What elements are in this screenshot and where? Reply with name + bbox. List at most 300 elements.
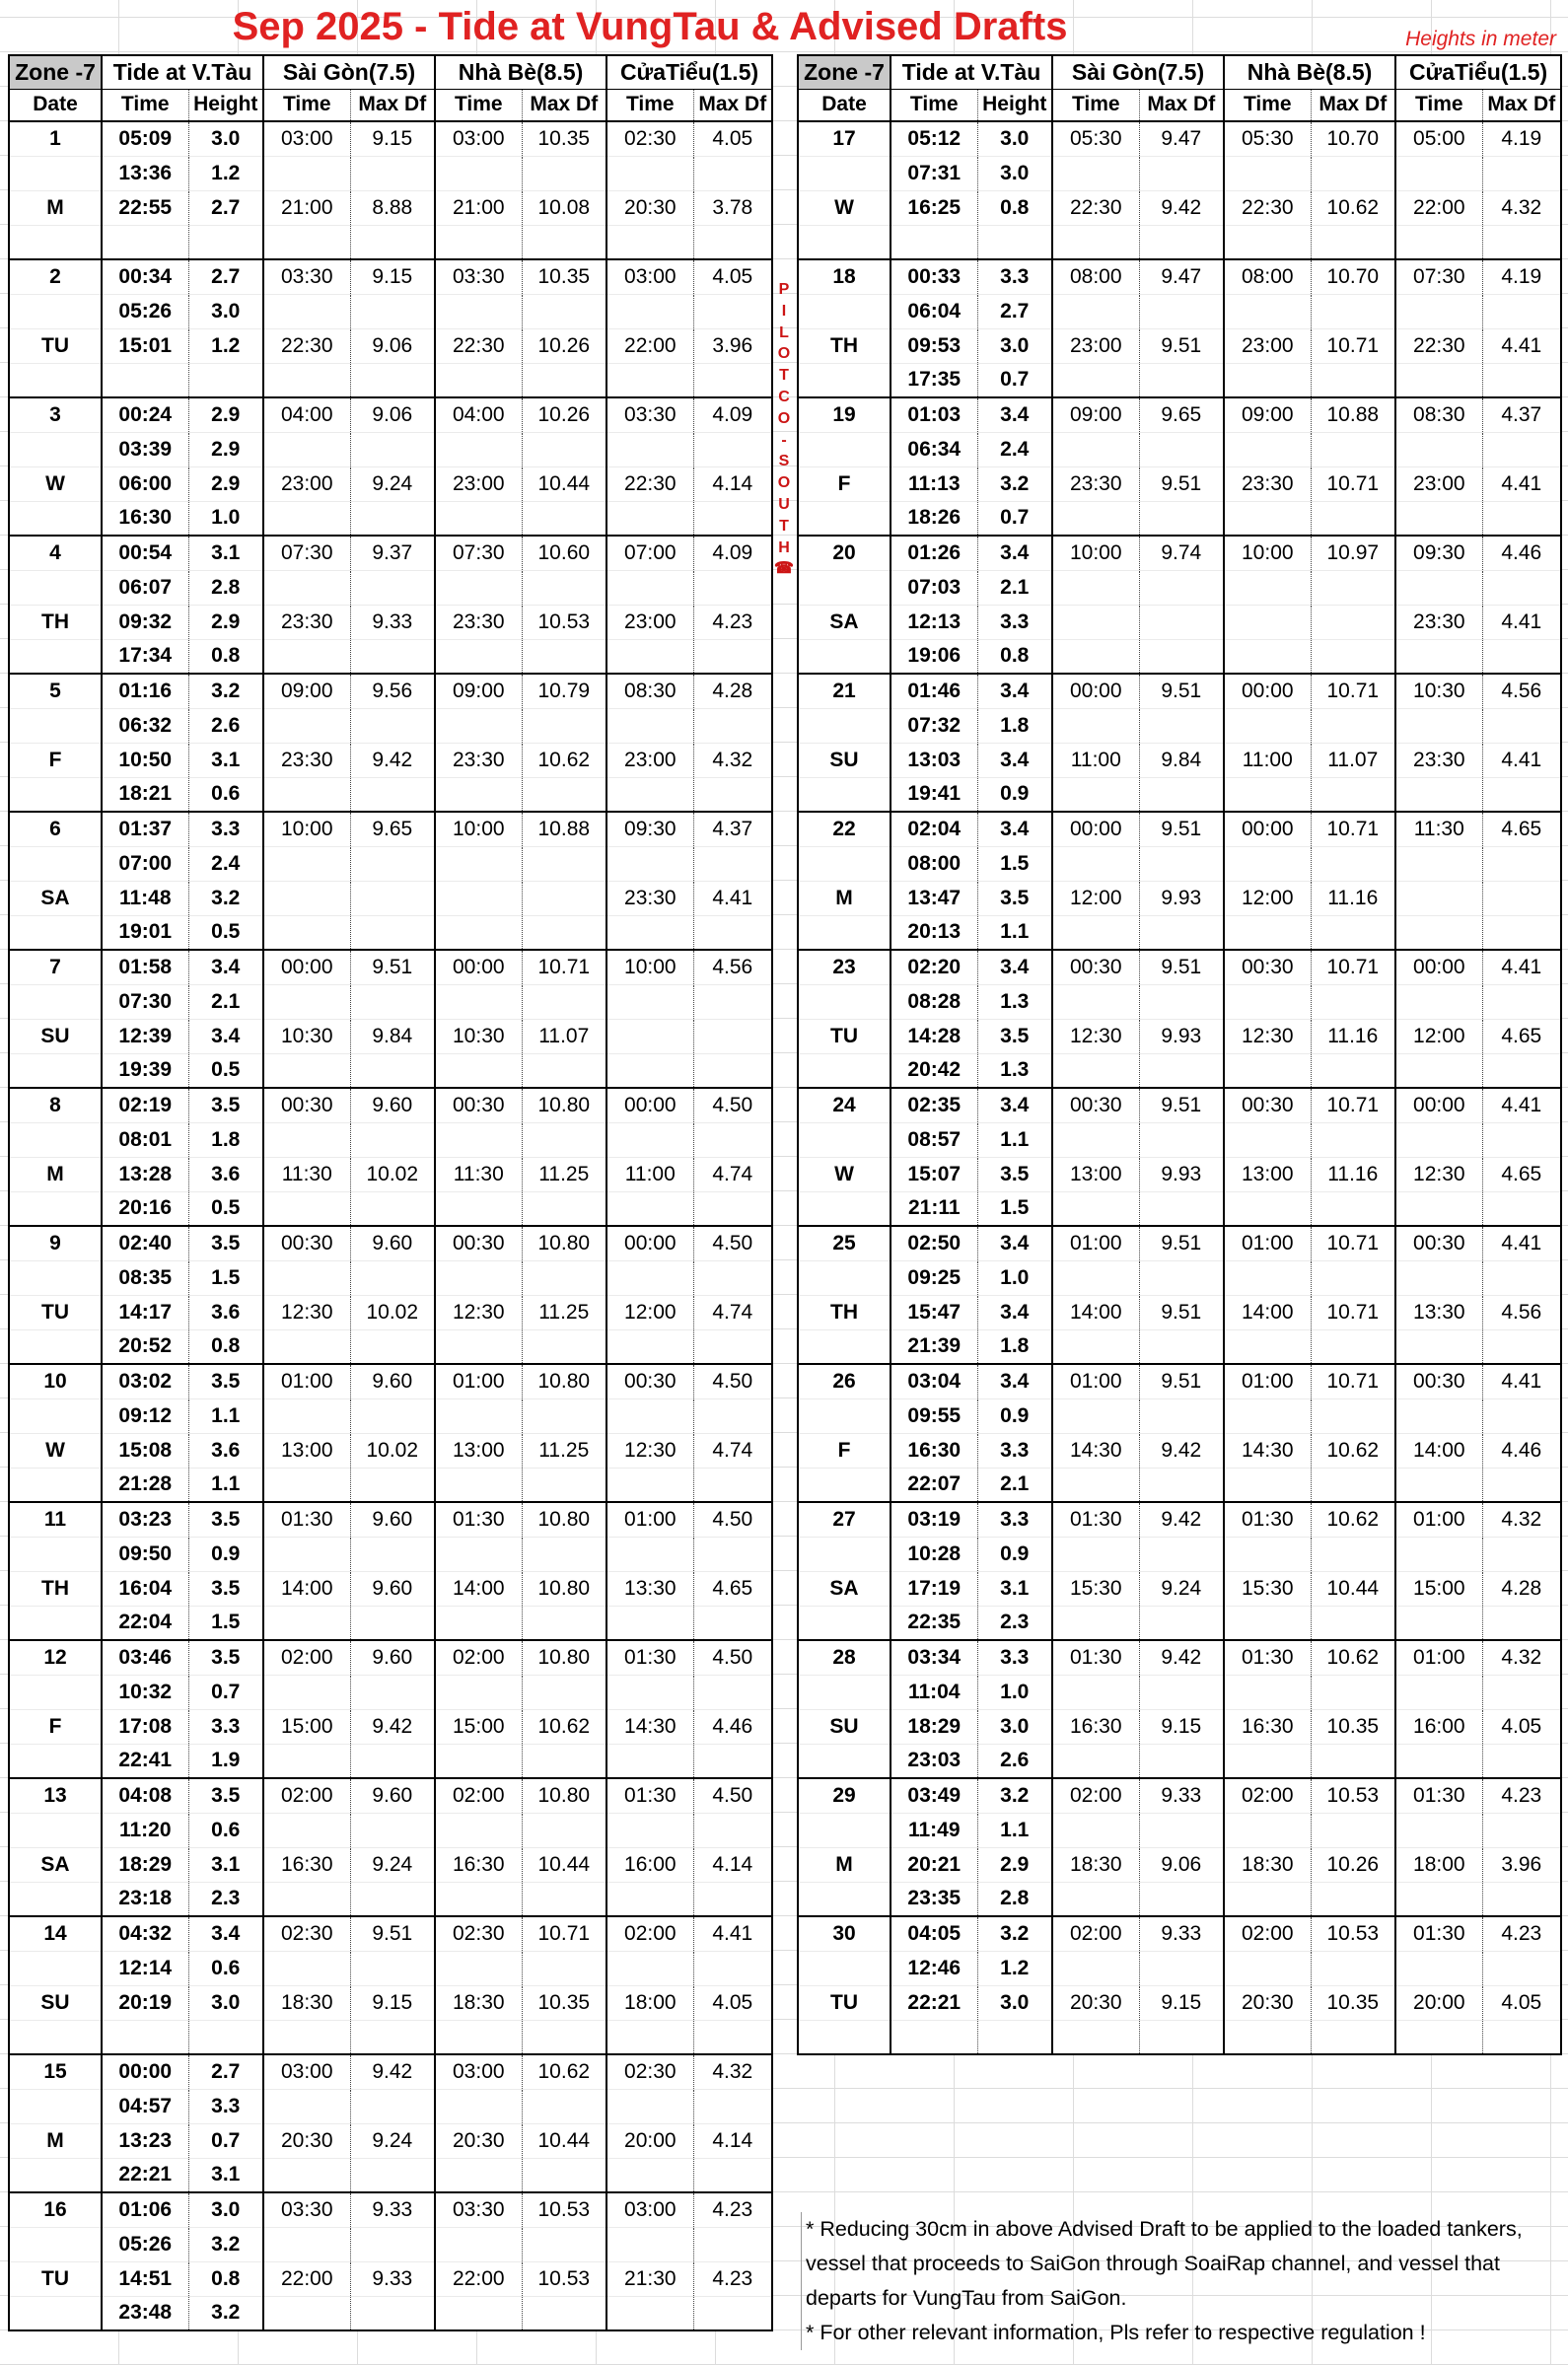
tide-time-cell: 23:35 (891, 1882, 977, 1916)
nhabe-time-cell: 02:00 (435, 1778, 522, 1813)
table-row (798, 397, 1561, 432)
date-empty-cell (9, 225, 102, 259)
saigon-maxdf-cell (350, 1329, 435, 1364)
nhabe-time-cell (1224, 1744, 1311, 1778)
tide-time-cell: 06:32 (102, 708, 188, 743)
cuatieu-maxdf-cell (693, 294, 772, 328)
nhabe-time-cell: 01:30 (1224, 1502, 1311, 1537)
tide-time-cell: 01:16 (102, 674, 188, 708)
saigon-time-cell: 22:00 (263, 2261, 350, 2296)
table-row (9, 1640, 772, 1675)
saigon-time-cell (1052, 777, 1139, 812)
cuatieu-time-cell: 22:00 (1395, 190, 1482, 225)
col-header-maxdf: Max Df (1311, 89, 1395, 121)
saigon-time-cell (1052, 1606, 1139, 1640)
tide-height-cell: 2.7 (188, 2054, 263, 2089)
nhabe-maxdf-cell: 11.25 (522, 1157, 606, 1191)
saigon-time-cell: 01:00 (1052, 1226, 1139, 1260)
col-header-time: Time (1395, 89, 1482, 121)
saigon-maxdf-cell: 9.93 (1139, 1019, 1224, 1053)
cuatieu-maxdf-cell: 4.46 (693, 1709, 772, 1744)
cuatieu-time-cell: 01:30 (1395, 1778, 1482, 1813)
nhabe-maxdf-cell: 11.16 (1311, 1157, 1395, 1191)
cuatieu-time-cell: 00:30 (1395, 1226, 1482, 1260)
cuatieu-maxdf-cell: 4.50 (693, 1778, 772, 1813)
saigon-time-cell: 23:00 (263, 466, 350, 501)
tide-time-cell: 07:03 (891, 570, 977, 605)
cuatieu-maxdf-cell (693, 708, 772, 743)
saigon-time-cell: 14:30 (1052, 1433, 1139, 1468)
tide-height-cell: 3.4 (188, 950, 263, 984)
cuatieu-maxdf-cell: 4.74 (693, 1295, 772, 1329)
group-header-vungtau: Tide at V.Tàu (891, 55, 1052, 89)
weekday-cell: W (798, 1157, 891, 1191)
date-empty-cell (9, 1122, 102, 1157)
weekday-cell: M (9, 190, 102, 225)
tide-height-cell: 2.9 (188, 397, 263, 432)
nhabe-maxdf-cell: 11.25 (522, 1433, 606, 1468)
tide-time-cell: 23:03 (891, 1744, 977, 1778)
saigon-time-cell: 00:30 (1052, 950, 1139, 984)
cuatieu-time-cell: 14:00 (1395, 1433, 1482, 1468)
weekday-cell: SU (9, 1019, 102, 1053)
side-text-char: O (777, 409, 791, 427)
cuatieu-maxdf-cell: 4.05 (693, 259, 772, 294)
cuatieu-time-cell: 07:00 (606, 536, 693, 570)
tide-height-cell: 3.5 (188, 1088, 263, 1122)
saigon-maxdf-cell (1139, 1882, 1224, 1916)
nhabe-time-cell: 20:30 (1224, 1985, 1311, 2020)
saigon-time-cell: 12:30 (1052, 1019, 1139, 1053)
tide-height-cell: 1.5 (977, 1191, 1052, 1226)
table-row (798, 1571, 1561, 1606)
cuatieu-maxdf-cell (1482, 363, 1561, 397)
cuatieu-time-cell (606, 1191, 693, 1226)
saigon-time-cell (1052, 363, 1139, 397)
saigon-maxdf-cell: 9.51 (1139, 950, 1224, 984)
nhabe-time-cell (435, 1053, 522, 1088)
table-row (798, 156, 1561, 190)
saigon-time-cell: 09:00 (1052, 397, 1139, 432)
cuatieu-time-cell (1395, 708, 1482, 743)
nhabe-maxdf-cell (522, 1606, 606, 1640)
saigon-maxdf-cell: 9.15 (350, 259, 435, 294)
saigon-time-cell: 23:30 (263, 743, 350, 777)
pilotco-south-side-text (772, 279, 796, 580)
saigon-maxdf-cell (350, 1675, 435, 1709)
saigon-maxdf-cell (1139, 2020, 1224, 2054)
cuatieu-maxdf-cell: 4.46 (1482, 1433, 1561, 1468)
table-row (9, 1985, 772, 2020)
table-row (9, 1191, 772, 1226)
nhabe-time-cell (1224, 1882, 1311, 1916)
cuatieu-time-cell (1395, 1260, 1482, 1295)
nhabe-time-cell: 23:00 (1224, 328, 1311, 363)
tide-time-cell: 04:57 (102, 2089, 188, 2123)
saigon-maxdf-cell: 9.42 (350, 2054, 435, 2089)
date-empty-cell (9, 1329, 102, 1364)
saigon-maxdf-cell (1139, 1398, 1224, 1433)
nhabe-maxdf-cell: 10.35 (1311, 1709, 1395, 1744)
cuatieu-time-cell: 00:30 (1395, 1364, 1482, 1398)
cuatieu-time-cell: 23:00 (1395, 466, 1482, 501)
saigon-time-cell (263, 2296, 350, 2330)
table-row (798, 1053, 1561, 1088)
saigon-time-cell: 00:30 (263, 1226, 350, 1260)
table-row (9, 881, 772, 915)
nhabe-maxdf-cell (522, 225, 606, 259)
cuatieu-time-cell: 03:00 (606, 2192, 693, 2227)
saigon-time-cell: 18:30 (1052, 1847, 1139, 1882)
saigon-maxdf-cell (350, 639, 435, 674)
side-text-char: - (781, 431, 787, 449)
tide-height-cell: 3.4 (977, 950, 1052, 984)
table-row (798, 1813, 1561, 1847)
cuatieu-maxdf-cell (693, 2158, 772, 2192)
saigon-time-cell (1052, 501, 1139, 536)
cuatieu-time-cell (606, 2296, 693, 2330)
saigon-maxdf-cell: 9.51 (1139, 466, 1224, 501)
nhabe-time-cell (435, 984, 522, 1019)
date-cell: 23 (798, 950, 891, 984)
nhabe-time-cell: 10:00 (1224, 536, 1311, 570)
tide-height-cell: 3.2 (188, 2296, 263, 2330)
nhabe-maxdf-cell (522, 881, 606, 915)
nhabe-time-cell (435, 1398, 522, 1433)
cuatieu-maxdf-cell (693, 1053, 772, 1088)
nhabe-maxdf-cell: 10.44 (522, 466, 606, 501)
tide-time-cell: 05:09 (102, 121, 188, 156)
nhabe-maxdf-cell: 11.07 (1311, 743, 1395, 777)
saigon-maxdf-cell (350, 881, 435, 915)
cuatieu-time-cell (1395, 501, 1482, 536)
cuatieu-time-cell: 14:30 (606, 1709, 693, 1744)
date-empty-cell (9, 846, 102, 881)
cuatieu-maxdf-cell (693, 777, 772, 812)
table-row (9, 190, 772, 225)
nhabe-maxdf-cell (1311, 1398, 1395, 1433)
saigon-maxdf-cell (350, 846, 435, 881)
table-row (798, 708, 1561, 743)
cuatieu-time-cell (606, 1019, 693, 1053)
group-header-saigon: Sài Gòn(7.5) (1052, 55, 1224, 89)
tide-time-cell: 22:07 (891, 1468, 977, 1502)
table-row (9, 2192, 772, 2227)
nhabe-time-cell (435, 363, 522, 397)
cuatieu-maxdf-cell: 4.41 (1482, 950, 1561, 984)
nhabe-time-cell (1224, 432, 1311, 466)
tide-time-cell: 09:25 (891, 1260, 977, 1295)
saigon-maxdf-cell: 9.60 (350, 1088, 435, 1122)
cuatieu-maxdf-cell: 4.74 (693, 1157, 772, 1191)
nhabe-time-cell (435, 2296, 522, 2330)
cuatieu-maxdf-cell: 4.41 (1482, 1088, 1561, 1122)
table-row (798, 121, 1561, 156)
tide-height-cell: 1.0 (977, 1260, 1052, 1295)
cuatieu-time-cell (606, 363, 693, 397)
tide-height-cell: 3.0 (188, 2192, 263, 2227)
saigon-maxdf-cell: 10.02 (350, 1157, 435, 1191)
date-empty-cell (798, 1744, 891, 1778)
saigon-maxdf-cell (1139, 1675, 1224, 1709)
nhabe-time-cell: 01:00 (435, 1364, 522, 1398)
tide-time-cell: 20:19 (102, 1985, 188, 2020)
tide-time-cell: 18:26 (891, 501, 977, 536)
cuatieu-time-cell: 09:30 (1395, 536, 1482, 570)
tide-time-cell: 16:25 (891, 190, 977, 225)
saigon-maxdf-cell (1139, 984, 1224, 1019)
group-header-row (9, 55, 772, 89)
cuatieu-maxdf-cell (1482, 915, 1561, 950)
date-cell: 30 (798, 1916, 891, 1951)
cuatieu-maxdf-cell (1482, 846, 1561, 881)
table-row (798, 1847, 1561, 1882)
tide-height-cell (188, 363, 263, 397)
cuatieu-maxdf-cell: 4.65 (1482, 812, 1561, 846)
nhabe-time-cell: 20:30 (435, 2123, 522, 2158)
tide-height-cell: 1.0 (977, 1675, 1052, 1709)
saigon-maxdf-cell (350, 432, 435, 466)
cuatieu-time-cell (1395, 881, 1482, 915)
tide-time-cell: 18:29 (891, 1709, 977, 1744)
saigon-time-cell (263, 1537, 350, 1571)
nhabe-maxdf-cell (522, 2296, 606, 2330)
tide-height-cell: 1.1 (977, 1813, 1052, 1847)
cuatieu-time-cell: 21:30 (606, 2261, 693, 2296)
nhabe-time-cell: 05:30 (1224, 121, 1311, 156)
tide-height-cell: 0.7 (188, 2123, 263, 2158)
table-row (798, 1882, 1561, 1916)
cuatieu-maxdf-cell (693, 2020, 772, 2054)
nhabe-maxdf-cell: 10.80 (522, 1226, 606, 1260)
cuatieu-maxdf-cell (1482, 1122, 1561, 1157)
cuatieu-time-cell: 13:30 (606, 1571, 693, 1606)
saigon-maxdf-cell: 9.60 (350, 1640, 435, 1675)
col-header-height: Height (188, 89, 263, 121)
saigon-time-cell: 15:30 (1052, 1571, 1139, 1606)
date-empty-cell (798, 777, 891, 812)
tide-time-cell: 13:47 (891, 881, 977, 915)
tide-height-cell: 2.1 (977, 1468, 1052, 1502)
cuatieu-time-cell (1395, 1744, 1482, 1778)
nhabe-maxdf-cell: 10.71 (1311, 1226, 1395, 1260)
nhabe-time-cell (435, 846, 522, 881)
tide-time-cell: 09:55 (891, 1398, 977, 1433)
date-cell: 17 (798, 121, 891, 156)
saigon-maxdf-cell: 9.47 (1139, 259, 1224, 294)
nhabe-time-cell: 00:30 (1224, 1088, 1311, 1122)
cuatieu-maxdf-cell: 4.32 (693, 2054, 772, 2089)
nhabe-time-cell: 14:00 (435, 1571, 522, 1606)
col-header-time: Time (435, 89, 522, 121)
nhabe-time-cell (435, 777, 522, 812)
tide-height-cell: 2.4 (188, 846, 263, 881)
nhabe-time-cell: 00:00 (1224, 812, 1311, 846)
saigon-maxdf-cell (1139, 915, 1224, 950)
nhabe-time-cell: 11:30 (435, 1157, 522, 1191)
date-cell: 28 (798, 1640, 891, 1675)
saigon-time-cell (263, 2089, 350, 2123)
nhabe-time-cell: 02:00 (1224, 1778, 1311, 1813)
nhabe-maxdf-cell: 11.25 (522, 1295, 606, 1329)
cuatieu-maxdf-cell (1482, 1537, 1561, 1571)
saigon-maxdf-cell: 9.42 (1139, 1640, 1224, 1675)
nhabe-time-cell (1224, 2020, 1311, 2054)
saigon-time-cell: 02:00 (1052, 1778, 1139, 1813)
tide-time-cell: 17:08 (102, 1709, 188, 1744)
tide-time-cell: 01:37 (102, 812, 188, 846)
saigon-maxdf-cell (1139, 708, 1224, 743)
table-row (9, 466, 772, 501)
date-empty-cell (9, 915, 102, 950)
col-header-time: Time (102, 89, 188, 121)
cuatieu-maxdf-cell (693, 1468, 772, 1502)
date-empty-cell (9, 984, 102, 1019)
table-row (9, 432, 772, 466)
date-cell: 12 (9, 1640, 102, 1675)
units-note: Heights in meter (1405, 28, 1556, 50)
saigon-time-cell: 02:30 (263, 1916, 350, 1951)
tide-height-cell: 1.3 (977, 984, 1052, 1019)
saigon-maxdf-cell (350, 1053, 435, 1088)
tide-time-cell: 23:48 (102, 2296, 188, 2330)
cuatieu-time-cell: 01:30 (606, 1778, 693, 1813)
date-cell: 13 (9, 1778, 102, 1813)
date-empty-cell (798, 984, 891, 1019)
saigon-maxdf-cell: 9.15 (350, 121, 435, 156)
tide-time-cell: 20:52 (102, 1329, 188, 1364)
nhabe-maxdf-cell (1311, 156, 1395, 190)
saigon-time-cell: 01:30 (1052, 1640, 1139, 1675)
nhabe-time-cell (435, 2020, 522, 2054)
date-empty-cell (798, 708, 891, 743)
col-header-maxdf: Max Df (1139, 89, 1224, 121)
cuatieu-maxdf-cell (1482, 881, 1561, 915)
cuatieu-maxdf-cell (693, 363, 772, 397)
nhabe-time-cell (435, 1329, 522, 1364)
nhabe-time-cell: 15:30 (1224, 1571, 1311, 1606)
saigon-time-cell (1052, 605, 1139, 639)
nhabe-maxdf-cell (522, 1398, 606, 1433)
cuatieu-time-cell: 18:00 (1395, 1847, 1482, 1882)
nhabe-time-cell (435, 225, 522, 259)
weekday-cell: W (9, 1433, 102, 1468)
nhabe-time-cell (435, 1122, 522, 1157)
cuatieu-time-cell (606, 156, 693, 190)
saigon-maxdf-cell: 9.33 (1139, 1778, 1224, 1813)
table-row (9, 1433, 772, 1468)
tide-height-cell: 1.8 (977, 708, 1052, 743)
tide-height-cell: 3.3 (977, 1433, 1052, 1468)
cuatieu-maxdf-cell: 4.41 (1482, 743, 1561, 777)
saigon-time-cell: 00:30 (1052, 1088, 1139, 1122)
saigon-time-cell (263, 225, 350, 259)
tide-time-cell: 05:12 (891, 121, 977, 156)
cuatieu-time-cell: 01:00 (1395, 1502, 1482, 1537)
saigon-time-cell (263, 1951, 350, 1985)
table-row (798, 1295, 1561, 1329)
nhabe-time-cell: 01:00 (1224, 1364, 1311, 1398)
saigon-maxdf-cell (350, 294, 435, 328)
saigon-time-cell: 14:00 (263, 1571, 350, 1606)
table-row (9, 2123, 772, 2158)
table-row (9, 2054, 772, 2089)
cuatieu-time-cell: 20:30 (606, 190, 693, 225)
saigon-maxdf-cell (1139, 501, 1224, 536)
side-text-char: U (778, 495, 790, 513)
nhabe-maxdf-cell (522, 156, 606, 190)
tide-time-cell: 12:46 (891, 1951, 977, 1985)
cuatieu-time-cell (1395, 1468, 1482, 1502)
table-row (9, 1537, 772, 1571)
date-empty-cell (9, 2089, 102, 2123)
table-row (9, 570, 772, 605)
tide-height-cell: 3.5 (188, 1502, 263, 1537)
tide-height-cell: 3.2 (977, 466, 1052, 501)
nhabe-time-cell (1224, 1398, 1311, 1433)
tide-time-cell: 06:07 (102, 570, 188, 605)
cuatieu-maxdf-cell: 4.37 (693, 812, 772, 846)
tide-height-cell: 3.5 (188, 1778, 263, 1813)
date-cell: 4 (9, 536, 102, 570)
nhabe-time-cell: 18:30 (435, 1985, 522, 2020)
nhabe-time-cell (435, 1606, 522, 1640)
saigon-maxdf-cell: 10.02 (350, 1433, 435, 1468)
weekday-cell: SA (798, 1571, 891, 1606)
nhabe-maxdf-cell: 10.71 (1311, 812, 1395, 846)
cuatieu-time-cell: 16:00 (606, 1847, 693, 1882)
saigon-maxdf-cell: 9.74 (1139, 536, 1224, 570)
table-row (9, 674, 772, 708)
nhabe-time-cell: 10:00 (435, 812, 522, 846)
table-row (798, 743, 1561, 777)
saigon-time-cell (263, 708, 350, 743)
nhabe-time-cell (435, 1191, 522, 1226)
cuatieu-maxdf-cell (693, 1606, 772, 1640)
cuatieu-time-cell: 00:00 (1395, 1088, 1482, 1122)
tide-time-cell: 06:34 (891, 432, 977, 466)
tide-time-cell: 15:08 (102, 1433, 188, 1468)
cuatieu-maxdf-cell: 4.09 (693, 536, 772, 570)
saigon-time-cell: 09:00 (263, 674, 350, 708)
saigon-time-cell: 02:00 (263, 1640, 350, 1675)
saigon-maxdf-cell: 9.60 (350, 1502, 435, 1537)
cuatieu-maxdf-cell (1482, 294, 1561, 328)
table-row (798, 190, 1561, 225)
tide-height-cell: 0.6 (188, 1813, 263, 1847)
cuatieu-maxdf-cell (1482, 984, 1561, 1019)
cuatieu-maxdf-cell: 4.32 (1482, 1640, 1561, 1675)
saigon-maxdf-cell (1139, 1468, 1224, 1502)
date-empty-cell (798, 294, 891, 328)
tide-height-cell: 0.8 (188, 639, 263, 674)
tide-time-cell: 03:49 (891, 1778, 977, 1813)
cuatieu-maxdf-cell (693, 2227, 772, 2261)
tide-time-cell: 18:21 (102, 777, 188, 812)
saigon-maxdf-cell: 9.06 (350, 328, 435, 363)
table-row (9, 1916, 772, 1951)
date-empty-cell (798, 639, 891, 674)
side-text-char: T (779, 367, 789, 385)
nhabe-maxdf-cell: 10.53 (1311, 1778, 1395, 1813)
table-row (798, 1951, 1561, 1985)
nhabe-maxdf-cell (1311, 294, 1395, 328)
tide-height-cell: 3.2 (188, 881, 263, 915)
nhabe-time-cell: 16:30 (435, 1847, 522, 1882)
nhabe-maxdf-cell: 10.62 (522, 2054, 606, 2089)
nhabe-time-cell (1224, 1606, 1311, 1640)
nhabe-maxdf-cell: 10.97 (1311, 536, 1395, 570)
